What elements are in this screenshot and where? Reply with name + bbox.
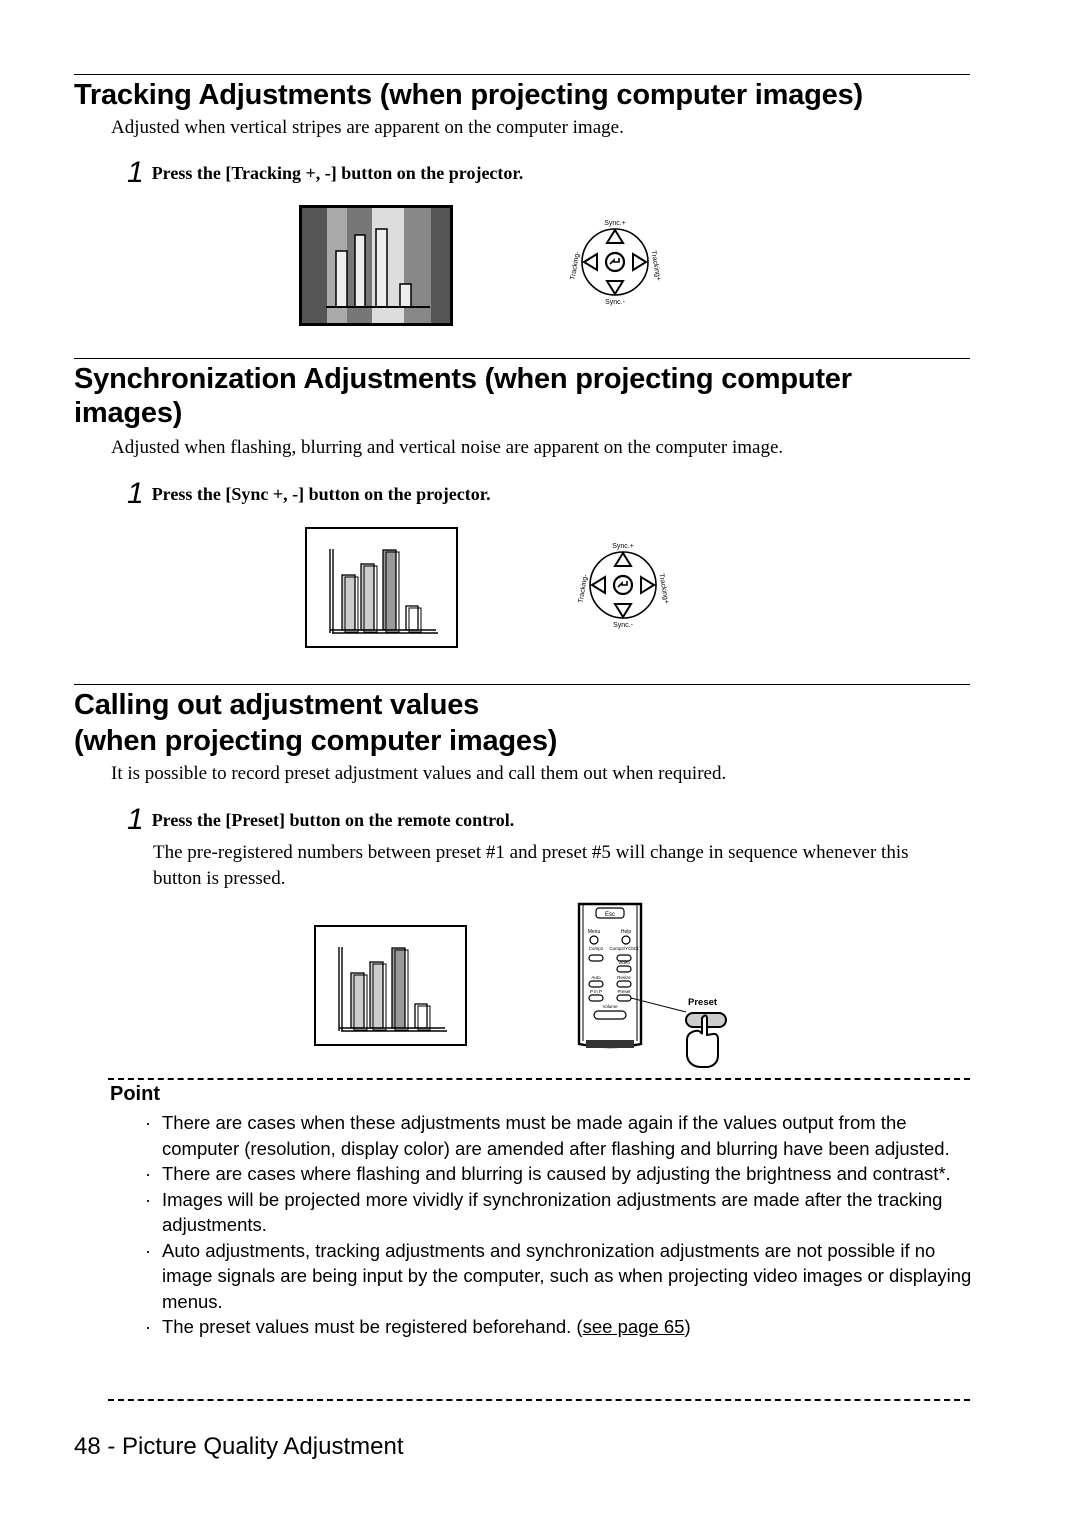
tracking-plus-label: Tracking+ (649, 250, 662, 282)
tracking-minus-label: Tracking- (569, 250, 582, 281)
section-title-preset (74, 688, 970, 758)
tracking-heading: Tracking Adjustments (when projecting computer images) (74, 79, 863, 111)
remote-comp2-label: Comp2/YCbCr (609, 946, 639, 951)
sync-heading-line1: Synchronization Adjustments (when projecting computer (74, 363, 852, 395)
point-text-suffix: ) (684, 1316, 691, 1337)
remote-menu-button[interactable] (590, 936, 598, 944)
remote-preset-button[interactable] (617, 995, 631, 1001)
remote-volume-label: Volume (602, 1004, 618, 1009)
tracking-plus-label: Tracking+ (657, 573, 670, 605)
sync-step (127, 477, 491, 511)
sync-minus-label: Sync.- (613, 622, 633, 629)
bullet: · (145, 1112, 152, 1133)
remote-help-button[interactable] (622, 936, 630, 944)
point-text: There are cases where flashing and blurring is caused by adjusting the brightness and contrast*. (162, 1163, 951, 1184)
point-text-prefix: The preset values must be registered beforehand. ( (162, 1316, 583, 1337)
preset-step (127, 803, 514, 837)
remote-comp1-label: Comp1 (588, 946, 604, 951)
remote-auto-button[interactable] (589, 981, 603, 987)
remote-video-label: Video (618, 960, 630, 965)
preset-bars-illustration (314, 925, 468, 1047)
sync-plus-label: Sync.+ (604, 220, 626, 227)
page-footer: 48 - Picture Quality Adjustment (74, 1433, 404, 1460)
step-number: 1 (127, 477, 144, 510)
bullet: · (145, 1163, 152, 1184)
point-item (145, 1187, 975, 1238)
preset-heading-line1: Calling out adjustment values (74, 689, 480, 721)
preset-description: It is possible to record preset adjustment values and call them out when required. (111, 763, 727, 784)
bullet: · (145, 1239, 152, 1261)
section-title-sync (74, 362, 970, 430)
section-rule-sync (74, 358, 970, 359)
remote-pinp-button[interactable] (589, 995, 603, 1001)
tracking-description: Adjusted when vertical stripes are apparent on the computer image. (111, 117, 624, 138)
point-item (145, 1110, 975, 1161)
point-top-divider (108, 1078, 970, 1080)
sync-keypad (576, 538, 671, 633)
point-item (145, 1238, 975, 1315)
section-rule-preset (74, 684, 970, 685)
point-bottom-divider (108, 1399, 970, 1401)
preset-step-detail: The pre-registered numbers between preset #1 and preset #5 will change in sequence whenever this button is pressed. (153, 842, 909, 889)
step-text: Press the [Preset] button on the remote control. (151, 810, 515, 830)
sync-plus-label: Sync.+ (612, 543, 634, 550)
remote-preset-callout: Preset (688, 997, 718, 1008)
tracking-minus-label: Tracking- (577, 573, 590, 604)
section-rule-tracking (74, 74, 970, 75)
bullet: · (145, 1188, 152, 1210)
remote-preset-small-label: Preset (617, 989, 631, 994)
tracking-stripes-illustration (299, 205, 454, 327)
point-item (145, 1161, 975, 1187)
point-list (145, 1110, 975, 1340)
step-text: Press the [Sync +, -] button on the projector. (151, 484, 491, 504)
remote-volume-button[interactable] (594, 1011, 626, 1019)
step-text: Press the [Tracking +, -] button on the projector. (151, 163, 524, 183)
sync-blur-illustration (305, 527, 459, 649)
remote-menu-label: Menu (587, 929, 601, 935)
remote-comp1-button[interactable] (589, 955, 603, 961)
remote-control-illustration (574, 900, 730, 1072)
sync-minus-label: Sync.- (605, 299, 625, 306)
step-number: 1 (127, 156, 144, 189)
remote-auto-label: Auto (591, 975, 601, 980)
preset-heading-line2: (when projecting computer images) (74, 725, 558, 757)
sync-description: Adjusted when flashing, blurring and vertical noise are apparent on the computer image. (111, 437, 784, 458)
section-title-tracking (74, 78, 970, 112)
point-item (145, 1314, 975, 1340)
see-page-link[interactable]: see page 65 (582, 1316, 685, 1337)
point-title: Point (110, 1083, 160, 1105)
remote-help-label: Help (620, 929, 632, 935)
tracking-keypad (568, 215, 663, 310)
remote-resize-label: Resize (617, 975, 631, 980)
step-number: 1 (127, 803, 144, 836)
remote-esc-label: Esc (604, 912, 616, 918)
remote-resize-button[interactable] (617, 981, 631, 987)
point-text: Auto adjustments, tracking adjustments and synchronization adjustments are not possible if no image signals are being input by the computer, such as when projecting video images or displaying menus. (162, 1239, 972, 1312)
point-text: Images will be projected more vividly if synchronization adjustments are made after the tracking adjustments. (162, 1188, 943, 1235)
tracking-step (127, 156, 523, 190)
remote-video-button[interactable] (617, 966, 631, 972)
point-text: There are cases when these adjustments must be made again if the values output from the computer (resolution, display color) are amended after flashing and blurring have been adjusted. (162, 1112, 950, 1159)
remote-pinp-label: P in P (590, 989, 602, 994)
sync-heading-line2: images) (74, 397, 183, 429)
bullet: · (145, 1316, 152, 1337)
